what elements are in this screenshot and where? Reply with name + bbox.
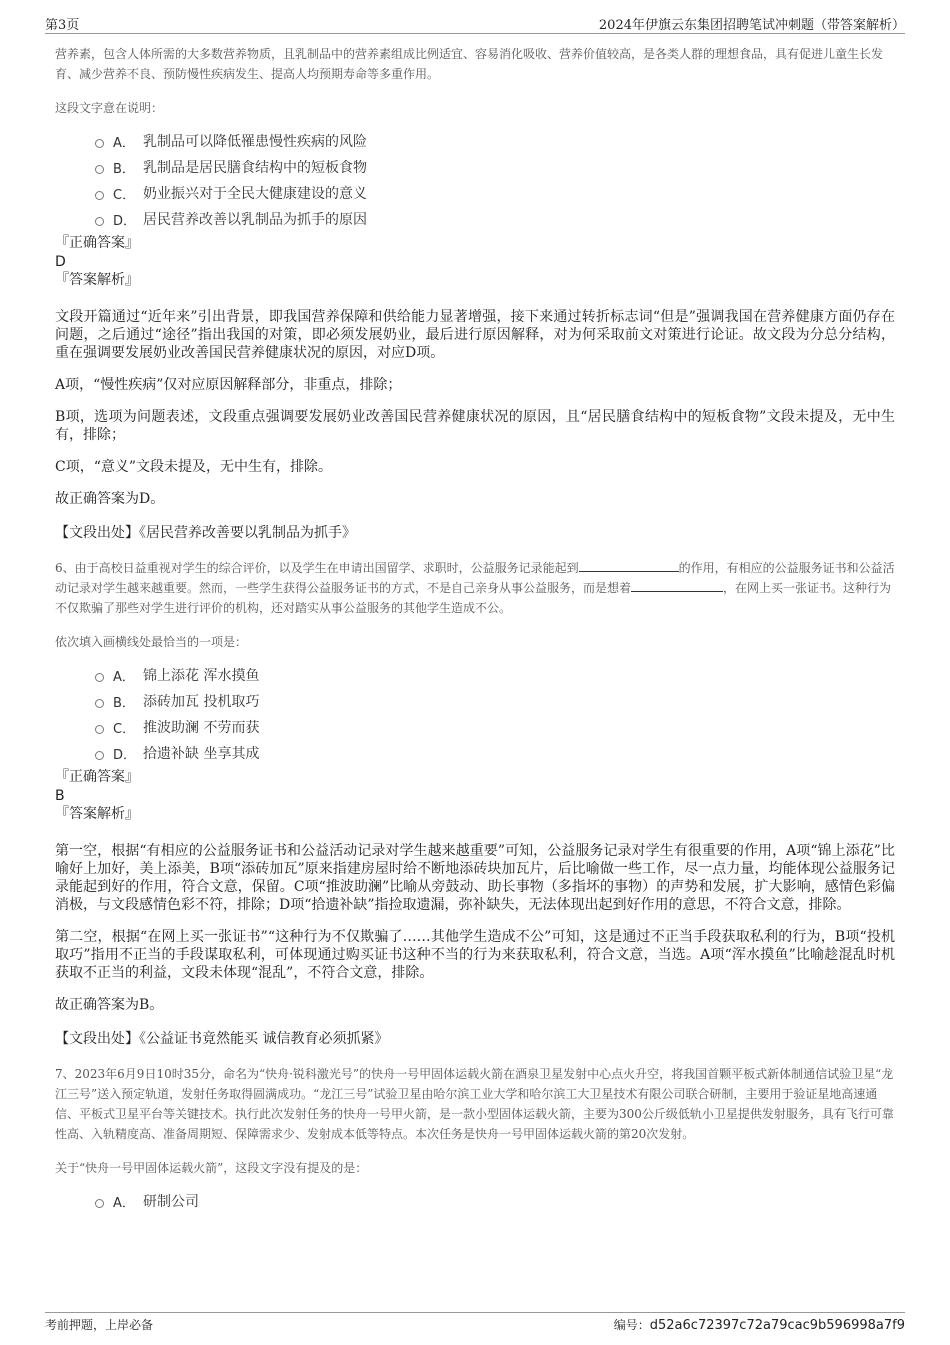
code-value: d52a6c72397c72a79cac9b596998a7f9 [649,1318,905,1333]
page-number: 第3页 [45,18,80,33]
q5-passage: 营养素，包含人体所需的大多数营养物质，且乳制品中的营养素组成比例适宜、容易消化吸收、营养价值较高，是各类人群的理想食品，具有促进儿童生长发育、减少营养不良、预防慢性疾病发生、提高人均预期寿命等多重作用。 [55,47,884,81]
option-letter: A． [113,135,135,151]
q5-analysis-para: A项，“慢性疾病”仅对应原因解释部分，非重点，排除； [55,377,402,393]
option-text: 居民营养改善以乳制品为抓手的原因 [143,212,367,228]
option-text: 添砖加瓦 投机取巧 [143,694,260,710]
radio-icon[interactable] [95,165,104,174]
option-text: 乳制品可以降低罹患慢性疾病的风险 [143,134,367,150]
footer-slogan: 考前押题，上岸必备 [45,1318,154,1332]
q5-option-a[interactable] [95,128,895,154]
q6-text-part: ，在网上买一张证书。这种行为不仅欺骗了那些对学生进行评价的机构，还对踏实从事公益服务的其他学生造成不公。 [55,581,892,615]
q6-question-text [55,558,895,618]
option-text: 锦上添花 浑水摸鱼 [143,668,260,684]
radio-icon[interactable] [95,699,104,708]
code-label: 编号： [613,1318,650,1332]
option-text: 研制公司 [143,1194,199,1210]
q7-prompt: 关于“快舟一号甲固体运载火箭”，这段文字没有提及的是： [55,1161,368,1175]
page-footer [45,1312,905,1334]
q6-text-part: 的作用，有相应的公益服务证书和公益活动记录对学生越来越重要。然而，一些学生获得公益服务证书的方式，不是自己亲身从事公益服务，而是想着 [55,561,895,595]
page-content [55,44,895,1216]
q6-options [95,662,895,766]
option-text: 拾遗补缺 坐享其成 [143,746,260,762]
option-letter: B． [113,161,135,177]
q6-answer: B [55,788,65,804]
q5-analysis-para: 文段开篇通过“近年来”引出背景，即我国营养保障和供给能力显著增强，接下来通过转折标志词“但是”强调我国在营养健康方面仍存在问题，之后通过“途径”指出我国的对策，即必须发展奶业，最后进行原因解释，对为何采取前文对策进行论证。故文段为分总分结构，重在强调要发展奶业改善国民营养健康状况的原因，对应D项。 [55,309,895,361]
q5-answer-label: 『正确答案』 [55,235,139,251]
option-text: 乳制品是居民膳食结构中的短板食物 [143,160,367,176]
q7-option-a[interactable] [95,1188,895,1214]
radio-icon[interactable] [95,217,104,226]
radio-icon[interactable] [95,751,104,760]
option-letter: D． [113,213,137,229]
option-letter: C． [113,187,136,203]
q5-answer: D [55,254,66,270]
q6-option-d[interactable] [95,740,895,766]
q6-answer-label: 『正确答案』 [55,769,139,785]
document-title: 2024年伊旗云东集团招聘笔试冲刺题（带答案解析） [598,18,905,33]
q6-option-c[interactable] [95,714,895,740]
q5-source: 【文段出处】《居民营养改善要以乳制品为抓手》 [55,525,356,541]
radio-icon[interactable] [95,673,104,682]
q5-analysis-para: C项，“意义”文段未提及，无中生有，排除。 [55,459,333,475]
q7-question-text: 7、2023年6月9日10时35分，命名为“快舟·锐科激光号”的快舟一号甲固体运载火箭在酒泉卫星发射中心点火升空，将我国首颗平板式新体制通信试验卫星“龙江三号”送入预定轨道，发射任务取得圆满成功。“龙江三号”试验卫星由哈尔滨工业大学和哈尔滨工大卫星技术有限公司联合研制，主要用于验证星地高速通信、平板式卫星平台等关键技术。执行此次发射任务的快舟一号甲火箭，是一款小型固体运载火箭，主要为300公斤级低轨小卫星提供发射服务，具有飞行可靠性高、入轨精度高、准备周期短、保障需求少、发射成本低等特点。本次任务是快舟一号甲固体运载火箭的第20次发射。 [55,1067,894,1141]
q7-options [95,1188,895,1214]
radio-icon[interactable] [95,725,104,734]
fill-blank [579,560,679,572]
q6-analysis-para: 第一空，根据“有相应的公益服务证书和公益活动记录对学生越来越重要”可知，公益服务记录对学生有很重要的作用，A项“锦上添花”比喻好上加好，美上添美，B项“添砖加瓦”原来指建房屋时给不断地添砖块加瓦片，后比喻做一些工作，尽一点力量，均能体现公益服务记录能起到好的作用，符合文意，保留。C项“推波助澜”比喻从旁鼓动、助长事物（多指坏的事物）的声势和发展，扩大影响，感情色彩偏消极，与文段感情色彩不符，排除；D项“拾遗补缺”指捡取遗漏，弥补缺失，无法体现出起到好作用的意思，不符合文意，排除。 [55,843,895,913]
q6-analysis-para: 第二空，根据“在网上买一张证书”“这种行为不仅欺骗了……其他学生造成不公”可知，这是通过不正当手段获取私利的行为，B项“投机取巧”指用不正当的手段谋取私利，可体现通过购买证书这种不当的行为来获取私利，符合文意，当选。A项“浑水摸鱼”比喻趁混乱时机获取不正当的利益，文段未体现“混乱”，不符合文意，排除。 [55,929,895,981]
option-text: 推波助澜 不劳而获 [143,720,260,736]
q6-option-b[interactable] [95,688,895,714]
q5-options [95,128,895,232]
q6-option-a[interactable] [95,662,895,688]
option-letter: B． [113,695,135,711]
q5-prompt: 这段文字意在说明： [55,101,164,115]
option-letter: C． [113,721,136,737]
q5-option-c[interactable] [95,180,895,206]
q6-prompt: 依次填入画横线处最恰当的一项是： [55,635,248,649]
q6-analysis-para: 故正确答案为B。 [55,997,164,1013]
page-header [45,12,905,34]
q5-analysis-label: 『答案解析』 [55,272,139,288]
document-code [614,1316,905,1333]
fill-blank [631,580,723,592]
option-letter: D． [113,747,137,763]
option-letter: A． [113,1195,135,1211]
q6-analysis-label: 『答案解析』 [55,806,139,822]
radio-icon[interactable] [95,1199,104,1208]
q5-option-b[interactable] [95,154,895,180]
option-letter: A． [113,669,135,685]
radio-icon[interactable] [95,139,104,148]
option-text: 奶业振兴对于全民大健康建设的意义 [143,186,367,202]
radio-icon[interactable] [95,191,104,200]
q6-source: 【文段出处】《公益证书竟然能买 诚信教育必须抓紧》 [55,1031,389,1047]
q5-analysis-para: B项，选项为问题表述，文段重点强调要发展奶业改善国民营养健康状况的原因，且“居民膳食结构中的短板食物”文段未提及，无中生有，排除； [55,409,895,443]
q5-option-d[interactable] [95,206,895,232]
q5-analysis-para: 故正确答案为D。 [55,491,165,507]
q6-text-part: 6、由于高校日益重视对学生的综合评价，以及学生在申请出国留学、求职时，公益服务记录能起到 [55,561,579,575]
